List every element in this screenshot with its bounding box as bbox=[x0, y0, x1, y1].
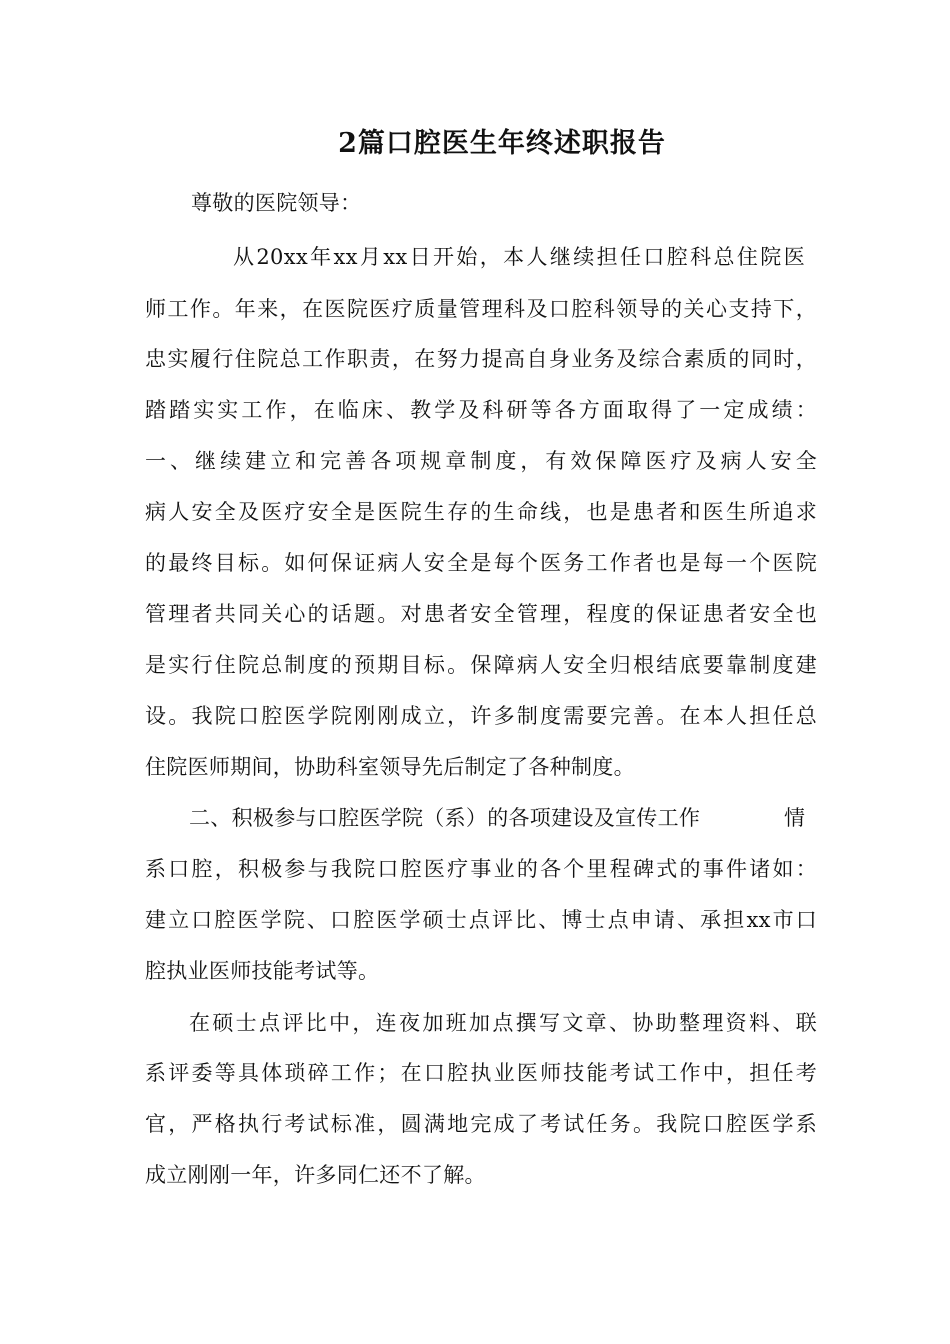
document-title: 2篇口腔医生年终述职报告 bbox=[338, 128, 666, 159]
paragraph-line: 从20xx年xx月xx日开始，本人继续担任口腔科总住院医 bbox=[233, 245, 805, 269]
paragraph-line: 设。我院口腔医学院刚刚成立，许多制度需要完善。在本人担任总 bbox=[145, 704, 817, 728]
paragraph-line: 成立刚刚一年，许多同仁还不了解。 bbox=[145, 1163, 486, 1187]
paragraph-line: 病人安全及医疗安全是医院生存的生命线，也是患者和医生所追求 bbox=[145, 500, 817, 524]
paragraph-line: 腔执业医师技能考试等。 bbox=[145, 959, 380, 983]
paragraph-line: 在硕士点评比中，连夜加班加点撰写文章、协助整理资料、联 bbox=[189, 1011, 817, 1035]
paragraph-line: 建立口腔医学院、口腔医学硕士点评比、博士点申请、承担xx市口 bbox=[145, 908, 817, 932]
section-heading-1: 一、继续建立和完善各项规章制度，有效保障医疗及病人安全 bbox=[145, 449, 817, 473]
paragraph-line: 住院医师期间，协助科室领导先后制定了各种制度。 bbox=[145, 755, 635, 779]
paragraph-line: 师工作。年来，在医院医疗质量管理科及口腔科领导的关心支持下， bbox=[145, 297, 817, 321]
salutation: 尊敬的医院领导： bbox=[191, 191, 362, 215]
paragraph-line: 管理者共同关心的话题。对患者安全管理，程度的保证患者安全也 bbox=[145, 602, 817, 626]
paragraph-line: 官，严格执行考试标准，圆满地完成了考试任务。我院口腔医学系 bbox=[145, 1112, 817, 1136]
paragraph-line: 系评委等具体琐碎工作；在口腔执业医师技能考试工作中，担任考 bbox=[145, 1061, 817, 1085]
paragraph-line: 踏踏实实工作，在临床、教学及科研等各方面取得了一定成绩： bbox=[145, 398, 817, 422]
paragraph-fragment: 情 bbox=[784, 806, 806, 830]
paragraph-line: 忠实履行住院总工作职责，在努力提高自身业务及综合素质的同时， bbox=[145, 347, 817, 371]
paragraph-line: 系口腔，积极参与我院口腔医疗事业的各个里程碑式的事件诸如： bbox=[145, 857, 817, 881]
paragraph-line: 是实行住院总制度的预期目标。保障病人安全归根结底要靠制度建 bbox=[145, 653, 817, 677]
section-heading-2: 二、积极参与口腔医学院（系）的各项建设及宣传工作 bbox=[189, 806, 701, 830]
paragraph-line: 的最终目标。如何保证病人安全是每个医务工作者也是每一个医院 bbox=[145, 551, 817, 575]
